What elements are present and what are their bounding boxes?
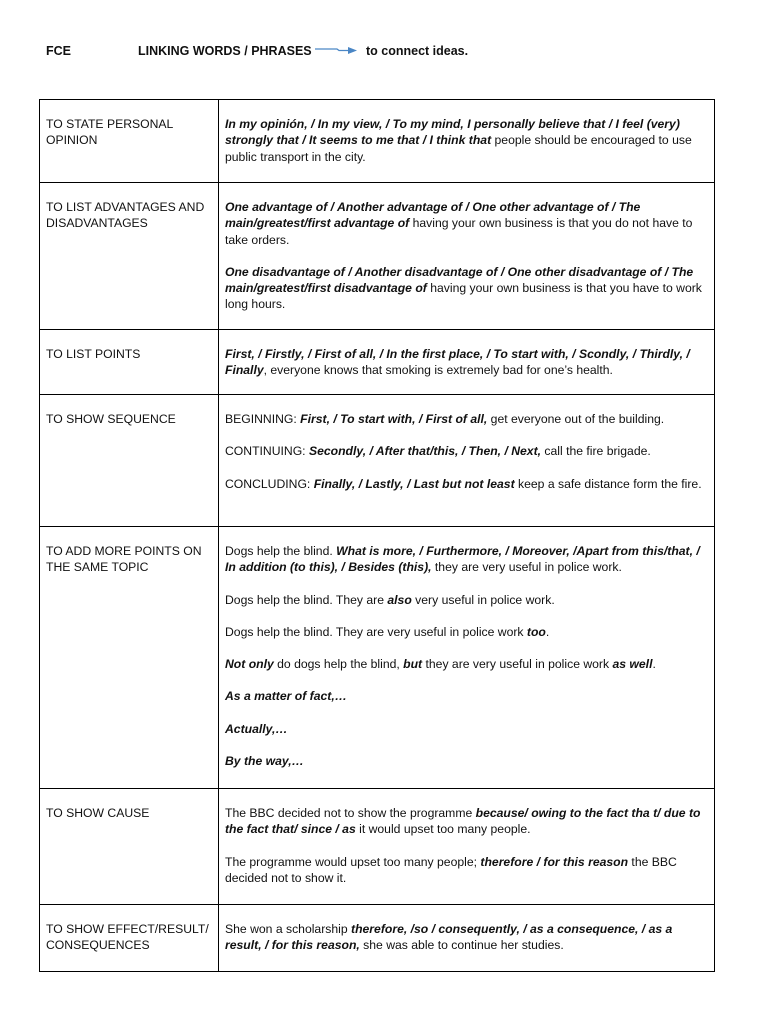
linking-phrase: What is more, / Furthermore, / Moreover, /Apart from this/that, / In addition (to this), / Besides (this), [225, 544, 700, 575]
linking-phrase: First, / To start with, / First of all, [300, 412, 488, 426]
sentence-text: , everyone knows that smoking is extremely bad for one’s health. [263, 363, 613, 378]
page-header [46, 44, 728, 60]
table-row [40, 527, 715, 789]
example-sentence [225, 543, 708, 576]
example-sentence [225, 116, 708, 165]
table-row [40, 395, 715, 527]
page-subtitle: to connect ideas. [366, 44, 469, 58]
example-cell [219, 527, 715, 789]
example-sentence [225, 854, 708, 887]
linking-phrase: As a matter of fact,… [225, 689, 347, 704]
sentence-text: Dogs help the blind. They are [225, 592, 388, 607]
category-label: TO SHOW CAUSE [40, 789, 219, 905]
linking-phrase: First, / Firstly, / First of all, / In the first place, / To start with, / Scondly, / Thirdly, / Finally [225, 347, 690, 378]
sentence-text: The programme would upset too many people; [225, 854, 481, 869]
example-sentence [225, 592, 708, 608]
sentence-text: Dogs help the blind. They are very useful in police work [225, 624, 527, 639]
example-cell [219, 905, 715, 972]
sentence-text: keep a safe distance form the fire. [514, 476, 702, 491]
table-row [40, 789, 715, 905]
sentence-text: BEGINNING: [225, 412, 301, 426]
category-label: TO ADD MORE POINTS ON THE SAME TOPIC [40, 527, 219, 789]
example-sentence [225, 805, 708, 838]
linking-phrase: One disadvantage of / Another disadvantage of / One other disadvantage of / The main/greatest/first disadvantage of [225, 264, 694, 296]
linking-phrase: because/ owing to the fact tha t/ due to the fact that/ since / as [225, 806, 701, 837]
sentence-text: She won a scholarship [225, 922, 352, 936]
sentence-text: CONTINUING: [225, 444, 309, 459]
example-sentence [225, 753, 708, 769]
linking-phrase: but [403, 657, 423, 672]
sentence-text: they are very useful in police work. [431, 560, 622, 575]
sentence-text: having your own business is that you do not have to take orders. [225, 216, 693, 247]
sentence-text: they are very useful in police work [422, 657, 613, 672]
example-cell [219, 395, 715, 527]
category-label: TO STATE PERSONAL OPINION [40, 100, 219, 183]
linking-phrase: also [387, 592, 412, 607]
linking-phrase: One advantage of / Another advantage of / One other advantage of / The main/greatest/first advantage of [225, 200, 641, 231]
sentence-text: it would upset too many people. [355, 822, 531, 837]
category-label: TO LIST POINTS [40, 330, 219, 395]
example-sentence [225, 264, 708, 313]
linking-phrase: Not only [225, 657, 274, 672]
example-sentence [225, 476, 708, 492]
linking-phrase: Finally, / Lastly, / Last but not least [313, 476, 515, 491]
sentence-text: the BBC decided not to show it. [225, 854, 677, 885]
table-row [40, 905, 715, 972]
linking-phrase: therefore / for this reason [480, 854, 629, 869]
sentence-text: having your own business is that you have to work long hours. [225, 281, 702, 312]
table-row [40, 330, 715, 395]
category-label: TO LIST ADVANTAGES AND DISADVANTAGES [40, 183, 219, 330]
linking-phrase: In my opinión, / In my view, / To my mind, I personally believe that / I feel (very) strongly that / It seems to me that / I think that [225, 117, 680, 148]
example-sentence [225, 346, 708, 379]
sentence-text: Dogs help the blind. [225, 544, 337, 558]
example-sentence [225, 688, 708, 704]
right-arrow-icon [313, 41, 359, 60]
level-label: FCE [46, 44, 71, 58]
example-sentence [225, 624, 708, 640]
example-cell [219, 330, 715, 395]
table-row [40, 183, 715, 330]
sentence-text: she was able to continue her studies. [359, 938, 564, 953]
category-label: TO SHOW SEQUENCE [40, 395, 219, 527]
example-sentence [225, 443, 708, 459]
sentence-text: The BBC decided not to show the programme [225, 806, 476, 820]
linking-phrase: therefore, /so / consequently, / as a consequence, / as a result, / for this reason, [225, 922, 673, 953]
table-row [40, 100, 715, 183]
example-cell [219, 183, 715, 330]
example-sentence [225, 411, 708, 427]
linking-phrase: By the way,… [225, 754, 304, 769]
example-cell [219, 100, 715, 183]
sentence-text: very useful in police work. [411, 592, 555, 607]
example-sentence [225, 721, 708, 737]
table-body [40, 100, 715, 972]
sentence-text: get everyone out of the building. [487, 412, 665, 426]
linking-words-table [39, 99, 715, 972]
example-sentence [225, 199, 708, 248]
sentence-text: call the fire brigade. [541, 444, 651, 459]
sentence-text: people should be encouraged to use public transport in the city. [225, 133, 692, 164]
example-sentence [225, 921, 708, 954]
page-title: LINKING WORDS / PHRASES [138, 44, 312, 58]
sentence-text: . [652, 657, 656, 672]
linking-phrase: Actually,… [225, 721, 288, 736]
example-sentence [225, 656, 708, 672]
sentence-text: CONCLUDING: [225, 476, 314, 491]
sentence-text: . [545, 624, 550, 639]
linking-phrase: as well [612, 657, 653, 672]
sentence-text: do dogs help the blind, [273, 657, 404, 672]
example-cell [219, 789, 715, 905]
category-label: TO SHOW EFFECT/RESULT/ CONSEQUENCES [40, 905, 219, 972]
linking-phrase: Secondly, / After that/this, / Then, / Next, [308, 444, 542, 459]
linking-phrase: too [526, 624, 546, 639]
